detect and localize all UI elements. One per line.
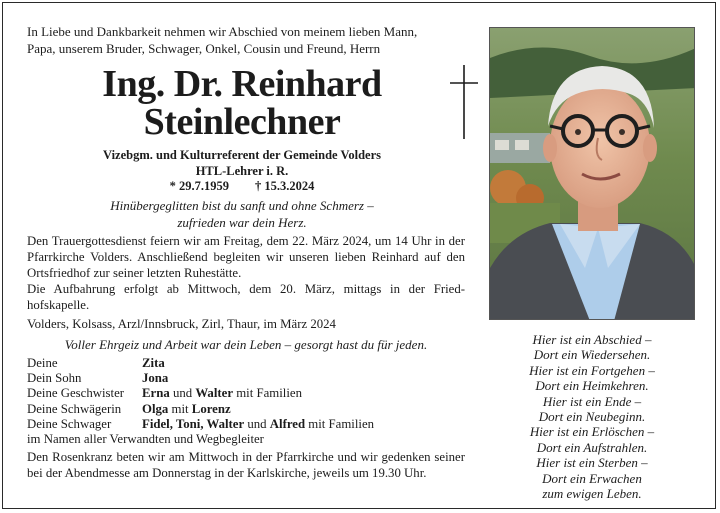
relative-name: Olga: [142, 401, 169, 416]
portrait-illustration: [490, 28, 695, 320]
verse-line: Hier ist ein Sterben –: [536, 455, 648, 471]
obituary-card: [2, 2, 716, 509]
relative-row: [27, 371, 465, 386]
intro-line: Papa, unserem Bruder, Schwager, Onkel, Cousin und Freund, Herrn: [27, 41, 381, 56]
latin-cross-icon: [449, 63, 479, 141]
relative-row: [27, 417, 465, 432]
intro-text: [27, 23, 457, 57]
relative-row: [27, 356, 465, 371]
verse-line: Hinübergeglitten bist du sanft und ohne Schmerz –: [110, 198, 374, 213]
verse-line: zufrieden war dein Herz.: [177, 214, 307, 230]
relative-name: Alfred: [269, 416, 306, 431]
relative-name: Jona: [142, 371, 169, 386]
relative-label: Deine Schwägerin: [27, 401, 122, 416]
roles-block: [27, 148, 457, 195]
relative-name: Lorenz: [191, 401, 231, 416]
portrait-photo: [489, 27, 695, 320]
relative-row: [27, 402, 465, 417]
role-title: Vizebgm. und Kulturreferent der Gemeinde Volders: [103, 148, 381, 162]
rosary-text: Den Rosenkranz beten wir am Mittwoch in der Pfarrkirche und wir gedenken seiner bei der Abendmesse am Donnerstag in der Karlskirche, jeweils um 19.30 Uhr.: [27, 450, 465, 481]
intro-line: In Liebe und Dankbarkeit nehmen wir Abschied von meinem lieben Mann,: [27, 24, 418, 39]
relative-name: Zita: [142, 356, 165, 370]
relative-suffix: mit Familien: [236, 386, 302, 401]
verse-line: zum ewigen Leben.: [542, 486, 642, 502]
verse-line: Hier ist ein Ende –: [542, 393, 642, 409]
relative-label: Deine Geschwister: [27, 386, 125, 401]
relative-name: Fidel, Toni, Walter: [142, 416, 245, 431]
death-date: † 15.3.2024: [255, 179, 315, 193]
verse-line: Dort ein Aufstrahlen.: [536, 439, 648, 455]
verse-line: Dort ein Heimkehren.: [535, 378, 649, 394]
viewing-text: Die Aufbahrung erfolgt ab Mittwoch, dem 20. März, mittags in der Fried-hofskapelle.: [27, 282, 465, 313]
verse-right: [489, 332, 695, 501]
relative-label: Dein Sohn: [27, 371, 82, 386]
relatives-closing: im Namen aller Verwandten und Wegbegleiter: [27, 432, 264, 447]
places-date-text: Volders, Kolsass, Arzl/Innsbruck, Zirl, Thaur, im März 2024: [27, 317, 336, 331]
role-profession: HTL-Lehrer i. R.: [195, 163, 289, 178]
connector-text: mit: [171, 401, 189, 416]
funeral-service-text: Den Trauergottesdienst feiern wir am Freitag, dem 22. März 2024, um 14 Uhr in der Pfarrkirche Volders. Anschließend begleiten wir unseren lieben Reinhard auf den Ortsfriedhof zur seiner letzten Ruhestätte.: [27, 234, 465, 281]
life-dates: [27, 179, 457, 195]
relative-name: Erna: [142, 386, 170, 401]
relative-suffix: mit Familien: [308, 416, 375, 431]
motto-text: Voller Ehrgeiz und Arbeit war dein Leben – gesorgt hast du für jeden.: [64, 337, 428, 352]
relative-label: Deine Schwager: [27, 416, 112, 431]
verse-line: Dort ein Erwachen: [542, 470, 642, 486]
verse-line: Dort ein Wiedersehen.: [533, 347, 651, 363]
verse-line: Dort ein Neubeginn.: [538, 409, 646, 425]
name-line-2: Steinlechner: [143, 101, 341, 143]
relative-name: Walter: [195, 386, 234, 401]
verse-line: Hier ist ein Erlöschen –: [529, 424, 655, 440]
relative-label: Deine: [27, 356, 58, 370]
connector-text: und: [172, 386, 193, 401]
connector-text: und: [247, 416, 267, 431]
deceased-name: [27, 65, 457, 141]
verse-line: Hier ist ein Fortgehen –: [529, 362, 655, 378]
relatives-list: [27, 356, 465, 447]
verse-left: [27, 198, 457, 231]
relative-row: [27, 386, 465, 401]
name-line-1: Ing. Dr. Reinhard: [102, 63, 382, 105]
birth-date: * 29.7.1959: [169, 179, 229, 193]
verse-line: Hier ist ein Abschied –: [532, 332, 652, 347]
